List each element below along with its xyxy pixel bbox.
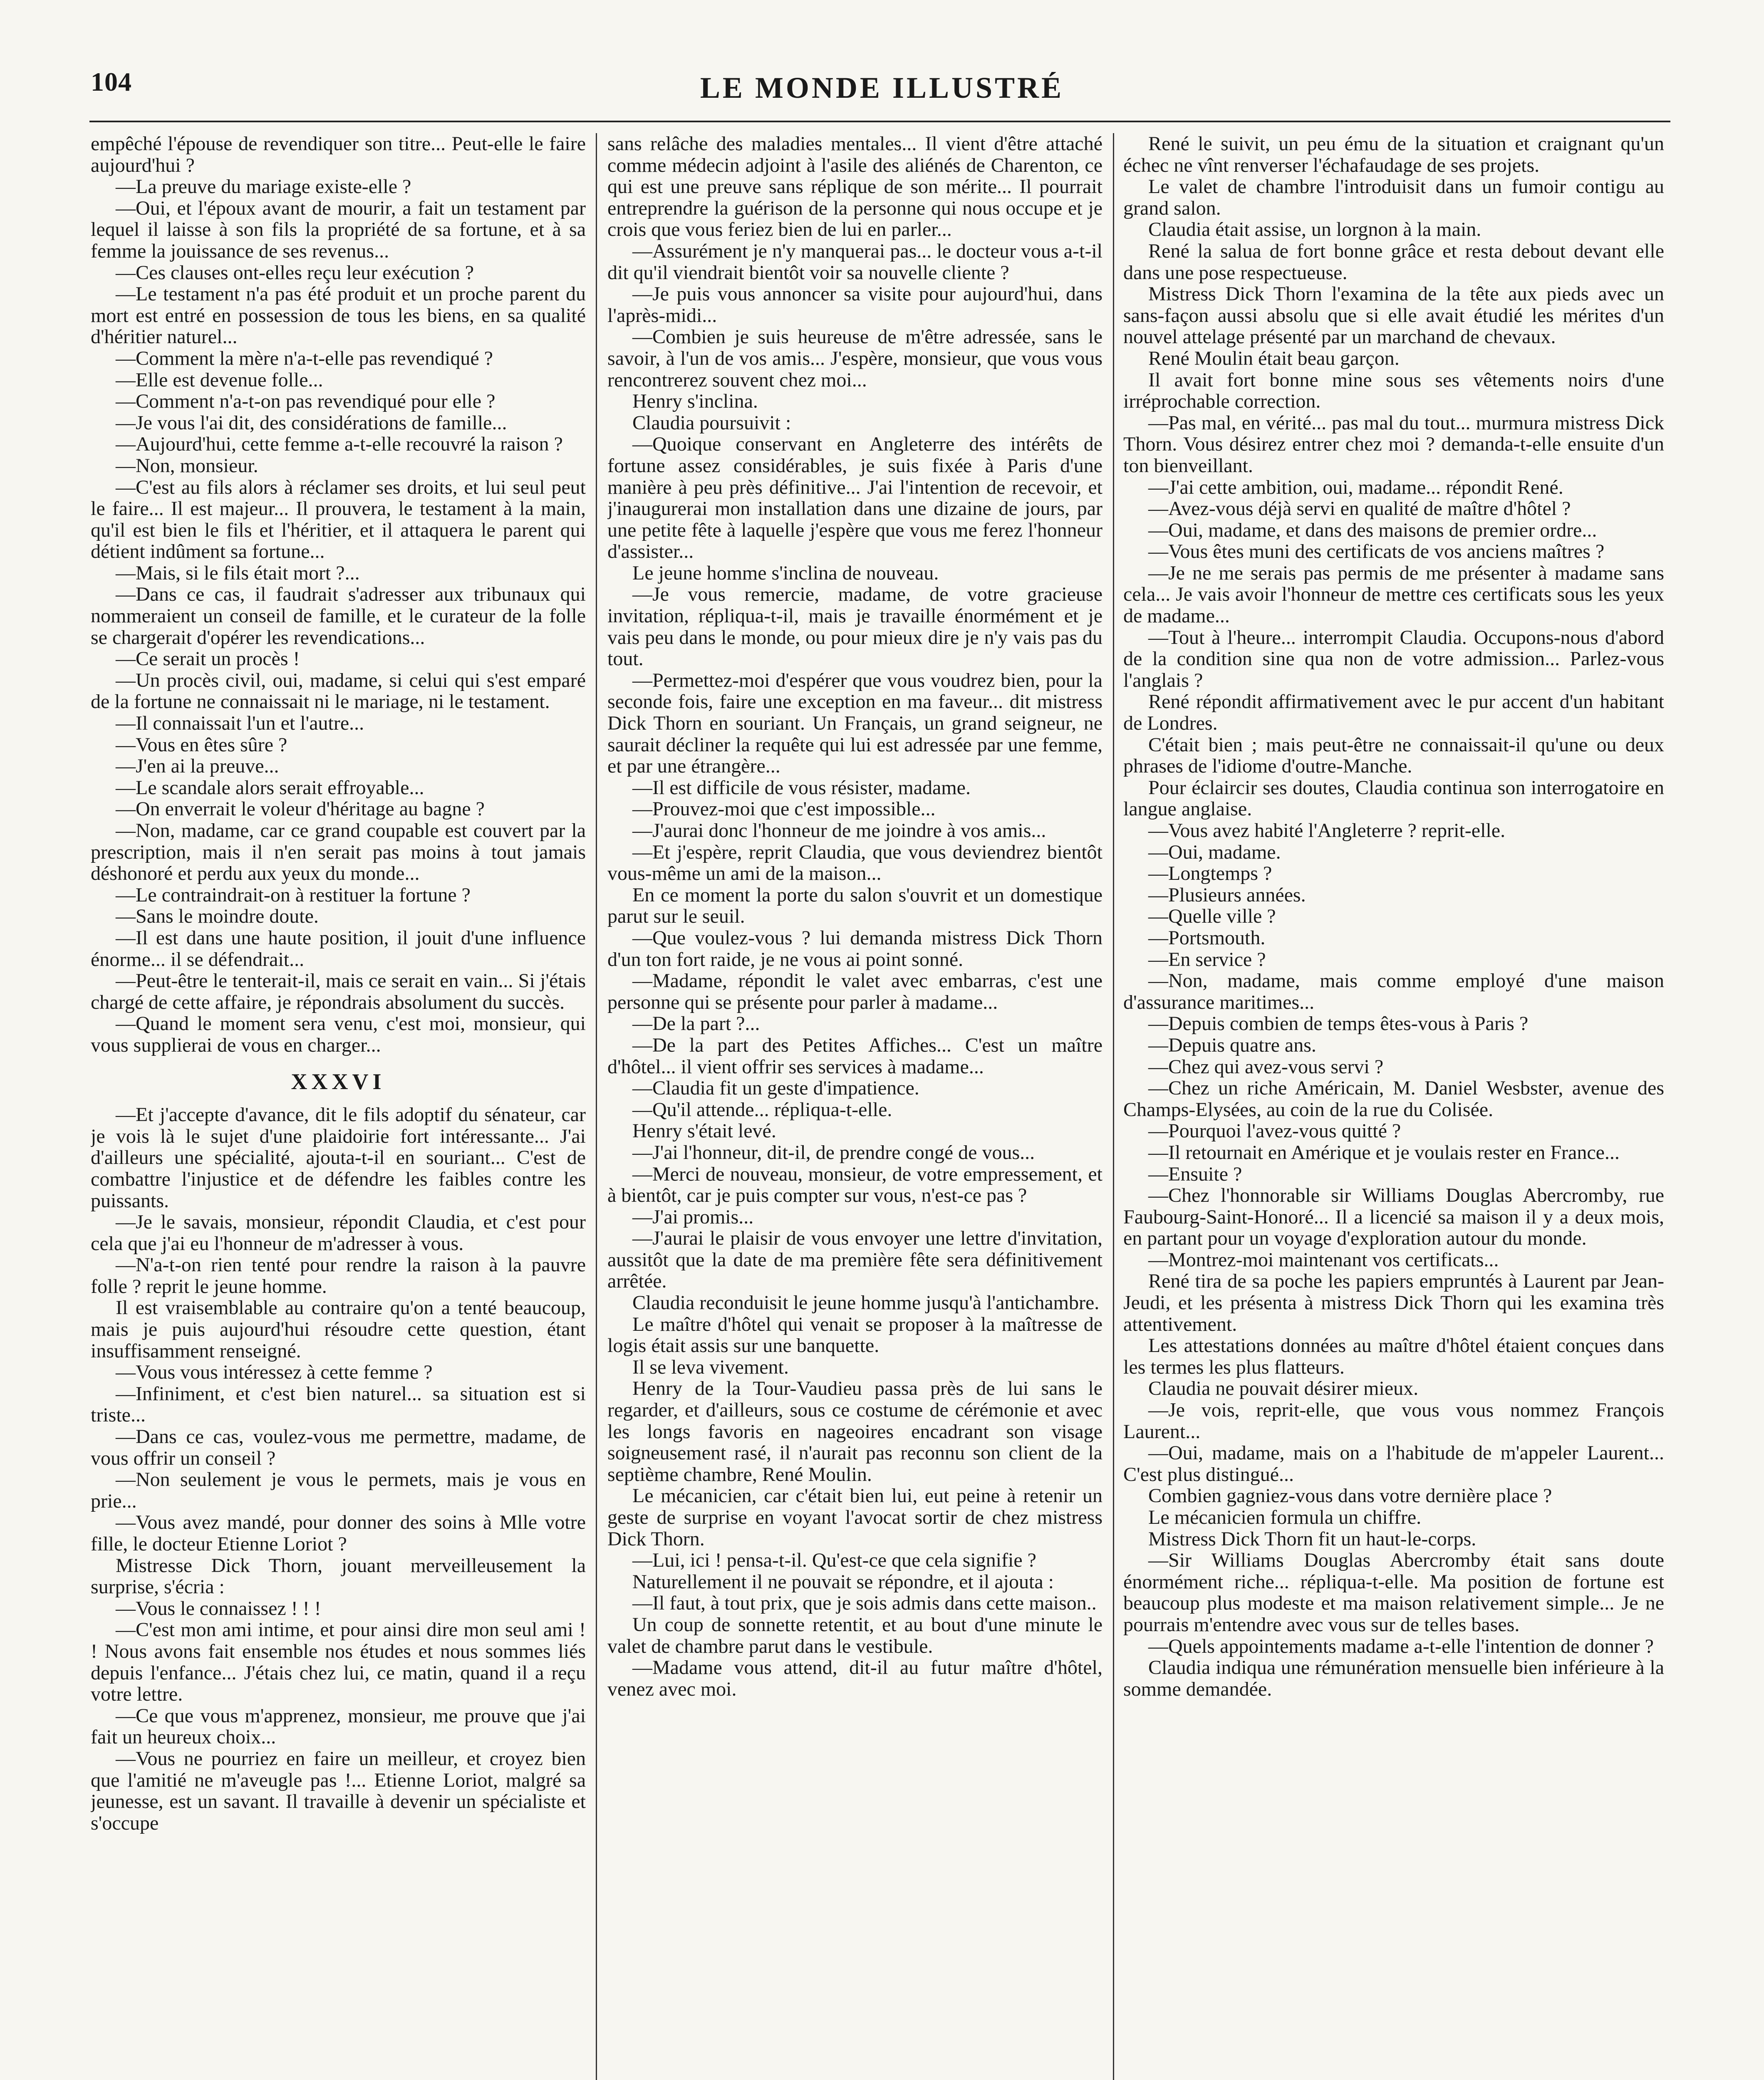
paragraph: —De la part des Petites Affiches... C'est un maître d'hôtel... il vient offrir ses services à madame... bbox=[607, 1034, 1102, 1078]
paragraph: —Je vous remercie, madame, de votre gracieuse invitation, répliqua-t-il, mais je travaille énormément et je vais peu dans le monde, ou pour mieux dire je n'y vais pas du tout. bbox=[607, 583, 1102, 670]
paragraph: —Montrez-moi maintenant vos certificats... bbox=[1148, 1248, 1499, 1271]
paragraph: —Elle est devenue folle... bbox=[116, 369, 323, 391]
paragraph: —Non seulement je vous le permets, mais je vous en prie... bbox=[91, 1468, 586, 1512]
paragraph: —Quand le moment sera venu, c'est moi, monsieur, qui vous supplierai de vous en charger... bbox=[91, 1013, 586, 1056]
paragraph: —C'est mon ami intime, et pour ainsi dire mon seul ami ! ! Nous avons fait ensemble nos études et nous sommes liés depuis l'enfance... J'étais chez lui, ce matin, quand il a reçu votre lettre. bbox=[91, 1619, 586, 1706]
paragraph: Il est vraisemblable au contraire qu'on a tenté beaucoup, mais je puis aujourd'hui résoudre cette question, étant insuffisamment renseigné. bbox=[91, 1297, 586, 1362]
paragraph: —Combien je suis heureuse de m'être adressée, sans le savoir, à l'un de vos amis... J'espère, monsieur, que vous vous rencontrerez souvent chez moi... bbox=[607, 326, 1102, 391]
paragraph: René répondit affirmativement avec le pur accent d'un habitant de Londres. bbox=[1123, 691, 1664, 735]
page-number: 104 bbox=[91, 67, 132, 97]
paragraph: —Depuis combien de temps êtes-vous à Paris ? bbox=[1148, 1013, 1529, 1035]
paragraph: Mistresse Dick Thorn, jouant merveilleusement la surprise, s'écria : bbox=[91, 1554, 586, 1598]
paragraph: —Oui, madame, et dans des maisons de premier ordre... bbox=[1148, 519, 1597, 541]
paragraph: —Ensuite ? bbox=[1148, 1163, 1242, 1185]
paragraph: —Infiniment, et c'est bien naturel... sa situation est si triste... bbox=[91, 1382, 586, 1426]
paragraph: —Madame, répondit le valet avec embarras, c'est une personne qui se présente pour parler à madame... bbox=[607, 970, 1102, 1013]
paragraph: Le valet de chambre l'introduisit dans un fumoir contigu au grand salon. bbox=[1123, 176, 1664, 219]
paragraph: Claudia était assise, un lorgnon à la main. bbox=[1148, 218, 1482, 241]
paragraph: —Vous le connaissez ! ! ! bbox=[116, 1597, 321, 1619]
paragraph: —Je puis vous annoncer sa visite pour aujourd'hui, dans l'après-midi... bbox=[607, 283, 1102, 327]
paragraph: —Ce que vous m'apprenez, monsieur, me prouve que j'ai fait un heureux choix... bbox=[91, 1704, 586, 1748]
paragraph: —N'a-t-on rien tenté pour rendre la raison à la pauvre folle ? reprit le jeune homme. bbox=[91, 1254, 586, 1298]
column-divider bbox=[596, 133, 597, 2080]
paragraph: —J'aurai donc l'honneur de me joindre à vos amis... bbox=[632, 820, 1046, 842]
paragraph: Henry s'était levé. bbox=[632, 1120, 776, 1142]
header-rule bbox=[89, 121, 1670, 122]
paragraph: —Avez-vous déjà servi en qualité de maître d'hôtel ? bbox=[1148, 498, 1571, 520]
paragraph: —Non, madame, car ce grand coupable est couvert par la prescription, mais il n'en serait pas moins à tout jamais déshonoré et perdu aux yeux du monde... bbox=[91, 820, 586, 885]
paragraph: —Chez un riche Américain, M. Daniel Wesbster, avenue des Champs-Elysées, au coin de la rue du Colisée. bbox=[1123, 1077, 1664, 1121]
paragraph: Le maître d'hôtel qui venait se proposer à la maîtresse de logis était assis sur une banquette. bbox=[607, 1313, 1102, 1357]
paragraph: —Vous avez mandé, pour donner des soins à Mlle votre fille, le docteur Etienne Loriot ? bbox=[91, 1511, 586, 1555]
paragraph: —Lui, ici ! pensa-t-il. Qu'est-ce que cela signifie ? bbox=[632, 1549, 1036, 1572]
chapter-heading: XXXVI bbox=[291, 1069, 386, 1094]
paragraph: —J'ai cette ambition, oui, madame... répondit René. bbox=[1148, 476, 1563, 498]
paragraph: —Depuis quatre ans. bbox=[1148, 1034, 1316, 1056]
paragraph: —Comment n'a-t-on pas revendiqué pour elle ? bbox=[116, 390, 496, 413]
paragraph: —Claudia fit un geste d'impatience. bbox=[632, 1077, 919, 1099]
paragraph: Il se leva vivement. bbox=[632, 1356, 789, 1378]
paragraph: —Merci de nouveau, monsieur, de votre empressement, et à bientôt, car je puis compter sur vous, n'est-ce pas ? bbox=[607, 1163, 1102, 1207]
paragraph: René le suivit, un peu ému de la situation et craignant qu'un échec ne vînt renverser l'échafaudage de ses projets. bbox=[1123, 133, 1664, 176]
paragraph: —Quoique conservant en Angleterre des intérêts de fortune assez considérables, je suis fixée à Paris d'une manière à peu près définitive... J'ai l'intention de recevoir, et j'inaugurerai mon installation dans une dizaine de jours, par une petite fête à laquelle j'espère que vous me ferez l'honneur d'assister... bbox=[607, 433, 1102, 563]
paragraph: C'était bien ; mais peut-être ne connaissait-il qu'une ou deux phrases de l'idiome d'outre-Manche. bbox=[1123, 733, 1664, 778]
paragraph: —Comment la mère n'a-t-elle pas revendiqué ? bbox=[116, 347, 493, 369]
paragraph: —Quels appointements madame a-t-elle l'intention de donner ? bbox=[1148, 1635, 1654, 1657]
paragraph: —Dans ce cas, voulez-vous me permettre, madame, de vous offrir un conseil ? bbox=[91, 1426, 586, 1469]
paragraph: sans relâche des maladies mentales... Il vient d'être attaché comme médecin adjoint à l'asile des aliénés de Charenton, ce qui est une preuve sans réplique de son mérite... Il pourrait entreprendre la guérison de la personne qui nous occupe et je crois que vous feriez bien de lui en parler... bbox=[607, 133, 1102, 241]
paragraph: Il avait fort bonne mine sous ses vêtements noirs d'une irréprochable correction. bbox=[1123, 369, 1664, 413]
paragraph: —Vous en êtes sûre ? bbox=[116, 733, 287, 756]
paragraph: —De la part ?... bbox=[632, 1013, 760, 1035]
paragraph: —J'ai l'honneur, dit-il, de prendre congé de vous... bbox=[632, 1141, 1035, 1164]
paragraph: Henry de la Tour-Vaudieu passa près de lui sans le regarder, et d'ailleurs, sous ce costume de cérémonie et avec les longs favoris en nageoires encadrant son visage soigneusement rasé, il n'aurait pas reconnu son client de la septième chambre, René Moulin. bbox=[607, 1377, 1102, 1486]
paragraph: —Portsmouth. bbox=[1148, 926, 1266, 949]
paragraph: Naturellement il ne pouvait se répondre, et il ajouta : bbox=[632, 1570, 1054, 1593]
paragraph: —La preuve du mariage existe-elle ? bbox=[116, 176, 411, 198]
paragraph: Pour éclaircir ses doutes, Claudia continua son interrogatoire en langue anglaise. bbox=[1123, 776, 1664, 820]
paragraph: Claudia ne pouvait désirer mieux. bbox=[1148, 1377, 1419, 1400]
paragraph: —Vous êtes muni des certificats de vos anciens maîtres ? bbox=[1148, 540, 1605, 563]
paragraph: Claudia poursuivit : bbox=[632, 411, 791, 434]
paragraph: René Moulin était beau garçon. bbox=[1148, 347, 1400, 369]
paragraph: —Un procès civil, oui, madame, si celui qui s'est emparé de la fortune ne connaissait ni le mariage, ni le testament. bbox=[91, 669, 586, 713]
paragraph: René tira de sa poche les papiers empruntés à Laurent par Jean-Jeudi, et les présenta à mistress Dick Thorn qui les examina très attentivement. bbox=[1123, 1270, 1664, 1335]
paragraph: —Le contraindrait-on à restituer la fortune ? bbox=[116, 884, 471, 906]
paragraph: —Non, monsieur. bbox=[116, 454, 258, 477]
paragraph: empêché l'épouse de revendiquer son titre... Peut-elle le faire aujourd'hui ? bbox=[91, 133, 586, 176]
paragraph: —Il est difficile de vous résister, madame. bbox=[632, 776, 971, 799]
paragraph: Mistress Dick Thorn fit un haut-le-corps. bbox=[1148, 1528, 1477, 1550]
paragraph: —Je vois, reprit-elle, que vous vous nommez François Laurent... bbox=[1123, 1399, 1664, 1443]
paragraph: —Vous avez habité l'Angleterre ? reprit-elle. bbox=[1148, 820, 1506, 842]
paragraph: —Oui, madame. bbox=[1148, 841, 1281, 863]
paragraph: Combien gagniez-vous dans votre dernière place ? bbox=[1148, 1485, 1552, 1507]
paragraph: —Je vous l'ai dit, des considérations de famille... bbox=[116, 411, 507, 434]
paragraph: En ce moment la porte du salon s'ouvrit et un domestique parut sur le seuil. bbox=[607, 884, 1102, 928]
paragraph: Le jeune homme s'inclina de nouveau. bbox=[632, 562, 939, 584]
column-2 bbox=[607, 133, 1102, 2080]
paragraph: —Le testament n'a pas été produit et un proche parent du mort est entré en possession de tous les biens, en sa qualité d'héritier naturel... bbox=[91, 283, 586, 348]
paragraph: Mistress Dick Thorn l'examina de la tête aux pieds avec un sans-façon aussi absolu que si elle avait étudié les mérites d'un nouvel attelage présenté par un marchand de chevaux. bbox=[1123, 283, 1664, 348]
paragraph: René la salua de fort bonne grâce et resta debout devant elle dans une pose respectueuse. bbox=[1123, 240, 1664, 284]
paragraph: —Longtemps ? bbox=[1148, 862, 1272, 885]
paragraph: —Peut-être le tenterait-il, mais ce serait en vain... Si j'étais chargé de cette affaire, je répondrais absolument du succès. bbox=[91, 970, 586, 1013]
paragraph: —Non, madame, mais comme employé d'une maison d'assurance maritimes... bbox=[1123, 970, 1664, 1013]
paragraph: —Sans le moindre doute. bbox=[116, 905, 319, 928]
paragraph: Les attestations données au maître d'hôtel étaient conçues dans les termes les plus flatteurs. bbox=[1123, 1335, 1664, 1378]
paragraph: Claudia reconduisit le jeune homme jusqu'à l'antichambre. bbox=[632, 1292, 1100, 1314]
paragraph: —Pas mal, en vérité... pas mal du tout... murmura mistress Dick Thorn. Vous désirez entrer chez moi ? demanda-t-elle ensuite d'un ton bienveillant. bbox=[1123, 411, 1664, 477]
column-divider bbox=[1113, 133, 1114, 2080]
paragraph: —Prouvez-moi que c'est impossible... bbox=[632, 798, 936, 820]
paragraph: —Vous ne pourriez en faire un meilleur, et croyez bien que l'amitié ne m'aveugle pas !... Etienne Loriot, malgré sa jeunesse, est un savant. Il travaille à devenir un spécialiste et s'occupe bbox=[91, 1747, 586, 1834]
paragraph: —Assurément je n'y manquerai pas... le docteur vous a-t-il dit qu'il viendrait bientôt voir sa nouvelle cliente ? bbox=[607, 240, 1102, 284]
paragraph: —Il faut, à tout prix, que je sois admis dans cette maison.. bbox=[632, 1592, 1097, 1614]
paragraph: —Mais, si le fils était mort ?... bbox=[116, 562, 360, 584]
paragraph: —Et j'espère, reprit Claudia, que vous deviendrez bientôt vous-même un ami de la maison... bbox=[607, 841, 1102, 885]
paragraph: —Ce serait un procès ! bbox=[116, 648, 300, 670]
paragraph: —Oui, et l'époux avant de mourir, a fait un testament par lequel il laisse à son fils la propriété de sa fortune, et à sa femme la jouissance de ses revenus... bbox=[91, 197, 586, 262]
paragraph: —Qu'il attende... répliqua-t-elle. bbox=[632, 1098, 892, 1121]
paragraph: —Plusieurs années. bbox=[1148, 884, 1306, 906]
paragraph: —J'aurai le plaisir de vous envoyer une lettre d'invitation, aussitôt que la date de ma première fête sera définitivement arrêtée. bbox=[607, 1227, 1102, 1293]
paragraph: —Pourquoi l'avez-vous quitté ? bbox=[1148, 1120, 1401, 1142]
paragraph: Un coup de sonnette retentit, et au bout d'une minute le valet de chambre parut dans le vestibule. bbox=[607, 1613, 1102, 1657]
paragraph: —Chez l'honnorable sir Williams Douglas Abercromby, rue Faubourg-Saint-Honoré... Il a licencié sa maison il y a deux mois, en partant pour un voyage d'exploration autour du monde. bbox=[1123, 1184, 1664, 1250]
paragraph: —Et j'accepte d'avance, dit le fils adoptif du sénateur, car je vois là le sujet d'une plaidoirie fort intéressante... J'ai d'ailleurs une spécialité, ajouta-t-il en souriant... C'est de combattre l'injustice et de défendre les faibles contre les puissants. bbox=[91, 1104, 586, 1212]
column-1 bbox=[91, 133, 586, 2080]
paragraph: —Madame vous attend, dit-il au futur maître d'hôtel, venez avec moi. bbox=[607, 1657, 1102, 1700]
paragraph: —Que voulez-vous ? lui demanda mistress Dick Thorn d'un ton fort raide, je ne vous ai point sonné. bbox=[607, 926, 1102, 971]
paragraph: —Le scandale alors serait effroyable... bbox=[116, 776, 424, 799]
paragraph: —Quelle ville ? bbox=[1148, 905, 1276, 928]
paragraph: Le mécanicien formula un chiffre. bbox=[1148, 1506, 1422, 1528]
paragraph: Claudia indiqua une rémunération mensuelle bien inférieure à la somme demandée. bbox=[1123, 1657, 1664, 1700]
paragraph: —C'est au fils alors à réclamer ses droits, et lui seul peut le faire... Il est majeur... Il prouvera, le testament à la main, qu'il est bien le fils et l'héritier, et il attaquera le parent qui détient indûment sa fortune... bbox=[91, 476, 586, 563]
paragraph: —J'en ai la preuve... bbox=[116, 755, 279, 778]
paragraph: —Oui, madame, mais on a l'habitude de m'appeler Laurent... C'est plus distingué... bbox=[1123, 1442, 1664, 1486]
paragraph: —Il est dans une haute position, il jouit d'une influence énorme... il se défendrait... bbox=[91, 926, 586, 971]
paragraph: —Permettez-moi d'espérer que vous voudrez bien, pour la seconde fois, faire une exception en ma faveur... dit mistress Dick Thorn en souriant. Un Français, un grand seigneur, ne saurait décliner la requête qui lui est adressée par une femme, et par une étrangère... bbox=[607, 669, 1102, 778]
paragraph: —Je le savais, monsieur, répondit Claudia, et c'est pour cela que j'ai eu l'honneur de m'adresser à vous. bbox=[91, 1211, 586, 1255]
paragraph: —Dans ce cas, il faudrait s'adresser aux tribunaux qui nommeraient un conseil de famille, et le curateur de la folle se chargerait d'opérer les revendications... bbox=[91, 583, 586, 649]
paragraph: —Il retournait en Amérique et je voulais rester en France... bbox=[1148, 1141, 1620, 1164]
paragraph: —J'ai promis... bbox=[632, 1206, 754, 1228]
paragraph: Le mécanicien, car c'était bien lui, eut peine à retenir un geste de surprise en voyant l'avocat sortir de chez mistress Dick Thorn. bbox=[607, 1485, 1102, 1550]
paragraph: —Sir Williams Douglas Abercromby était sans doute énormément riche... répliqua-t-elle. Ma position de fortune est beaucoup plus modeste et ma maison relativement simple... Je ne pourrais m'entendre avec vous sur de telles bases. bbox=[1123, 1549, 1664, 1636]
paragraph: Henry s'inclina. bbox=[632, 390, 758, 413]
paragraph: —Vous vous intéressez à cette femme ? bbox=[116, 1361, 433, 1384]
paragraph: —Je ne me serais pas permis de me présenter à madame sans cela... Je vais avoir l'honneur de mettre ces certificats sous les yeux de madame... bbox=[1123, 562, 1664, 627]
column-3 bbox=[1123, 133, 1664, 2080]
paragraph: —En service ? bbox=[1148, 948, 1266, 971]
paragraph: —Ces clauses ont-elles reçu leur exécution ? bbox=[116, 261, 474, 284]
paragraph: —Aujourd'hui, cette femme a-t-elle recouvré la raison ? bbox=[116, 433, 563, 456]
paragraph: —Chez qui avez-vous servi ? bbox=[1148, 1055, 1384, 1078]
masthead-title: LE MONDE ILLUSTRÉ bbox=[700, 71, 1064, 104]
paragraph: —Tout à l'heure... interrompit Claudia. Occupons-nous d'abord de la condition sine qua non de votre admission... Parlez-vous l'anglais ? bbox=[1123, 626, 1664, 691]
paragraph: —On enverrait le voleur d'héritage au bagne ? bbox=[116, 798, 485, 820]
paragraph: —Il connaissait l'un et l'autre... bbox=[116, 712, 364, 735]
